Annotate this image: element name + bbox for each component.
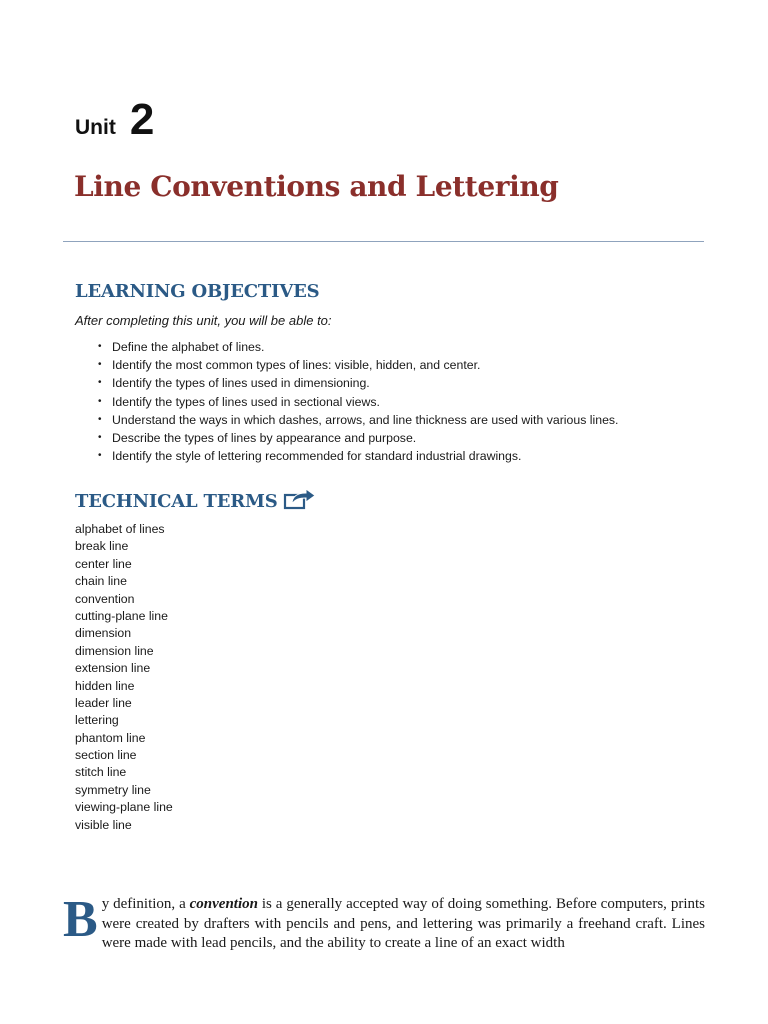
term-item: viewing-plane line: [75, 800, 173, 815]
objectives-intro: After completing this unit, you will be able to:: [75, 313, 332, 328]
objective-text: Identify the most common types of lines: visible, hidden, and center.: [112, 358, 481, 373]
title-divider: [63, 241, 704, 242]
term-item: center line: [75, 556, 132, 571]
term-item: phantom line: [75, 730, 146, 745]
term-item: convention: [75, 591, 135, 606]
term-item: leader line: [75, 695, 132, 710]
term-item: symmetry line: [75, 782, 151, 797]
body-paragraph: [63, 891, 705, 954]
technical-terms-list: [75, 521, 173, 834]
objectives-list: [96, 338, 618, 465]
term-item: section line: [75, 748, 137, 763]
term-item: cutting-plane line: [75, 608, 168, 623]
term-item: extension line: [75, 661, 151, 676]
objective-item: [96, 338, 618, 356]
learning-objectives-heading: LEARNING OBJECTIVES: [75, 281, 320, 302]
objective-item: [96, 374, 618, 392]
share-arrow-icon[interactable]: [283, 487, 317, 511]
bullet-icon: •: [98, 359, 102, 371]
term-item: stitch line: [75, 765, 127, 780]
term-item: break line: [75, 539, 129, 554]
bullet-icon: •: [98, 395, 102, 407]
body-text-rest: is a generally accepted way of doing something. Before computers, prints were created by drafters with pencils and pens, and lettering was primarily a freehand craft. Lines were made with lead pencils, and the ability to create a line of an exact width: [101, 896, 705, 951]
bullet-icon: •: [98, 431, 102, 443]
term-convention: convention: [189, 896, 258, 912]
objective-text: Define the alphabet of lines.: [112, 340, 265, 354]
technical-terms-heading: [75, 489, 317, 513]
objective-text: Identify the types of lines used in dimensioning.: [112, 376, 370, 391]
drop-cap: B: [63, 891, 98, 948]
term-item: alphabet of lines: [75, 522, 165, 536]
term-item: lettering: [75, 713, 119, 728]
objective-item: [96, 447, 618, 465]
chapter-title: Line Conventions and Lettering: [74, 170, 559, 203]
term-item: hidden line: [75, 678, 135, 693]
objective-item: [96, 356, 618, 374]
bullet-icon: •: [98, 450, 102, 462]
body-text-start: y definition, a: [101, 896, 190, 912]
term-item: dimension: [75, 626, 132, 641]
objective-text: Describe the types of lines by appearance and purpose.: [112, 430, 417, 445]
term-item: visible line: [75, 817, 132, 832]
unit-label: [75, 95, 155, 144]
term-item: dimension line: [75, 643, 154, 658]
term-item: chain line: [75, 574, 127, 589]
objective-item: [96, 429, 618, 447]
unit-word: Unit: [75, 116, 116, 139]
objective-item: [96, 393, 618, 411]
bullet-icon: •: [98, 341, 102, 352]
objective-item: [96, 411, 618, 429]
unit-number: 2: [129, 95, 155, 144]
objective-text: Understand the ways in which dashes, arrows, and line thickness are used with various lines.: [112, 412, 619, 427]
objective-text: Identify the style of lettering recommended for standard industrial drawings.: [112, 449, 522, 464]
objective-text: Identify the types of lines used in sectional views.: [112, 394, 380, 409]
bullet-icon: •: [98, 413, 102, 425]
bullet-icon: •: [98, 377, 102, 389]
technical-terms-heading-text: TECHNICAL TERMS: [75, 490, 278, 512]
